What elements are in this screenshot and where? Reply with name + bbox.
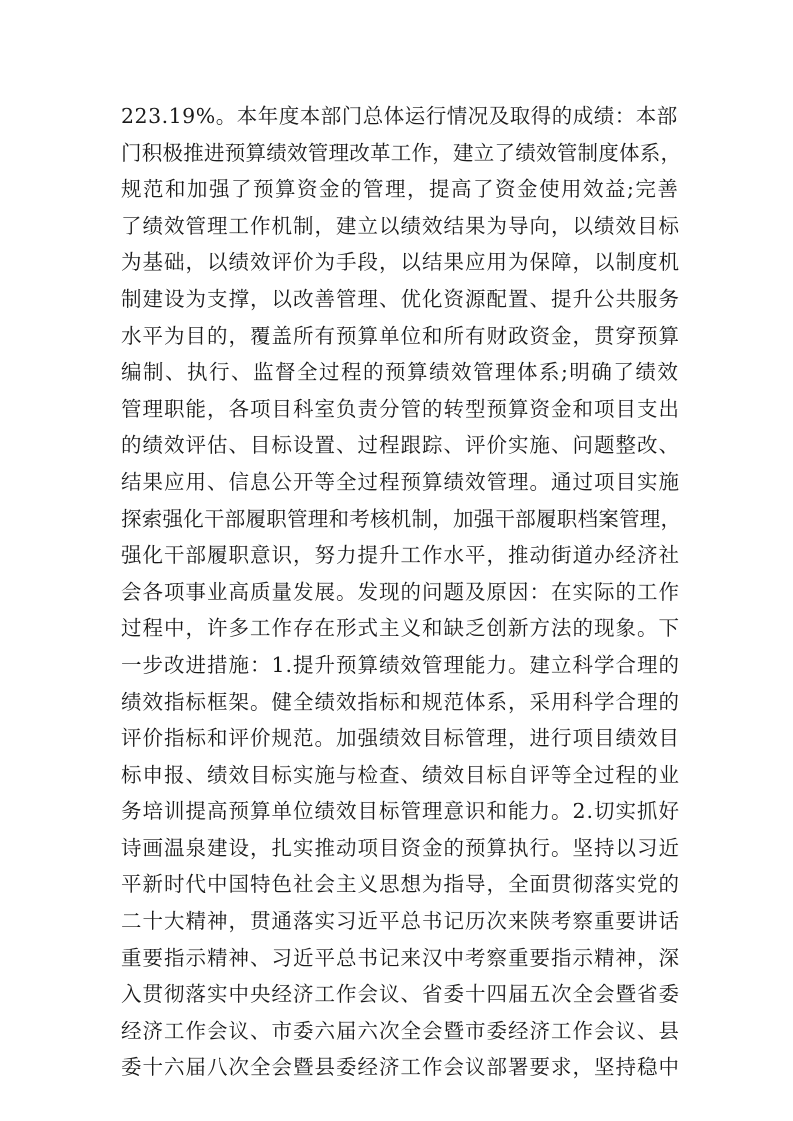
text-line: 平新时代中国特色社会主义思想为指导，全面贯彻落实党的 <box>121 872 680 897</box>
text-line: 重要指示精神、习近平总书记来汉中考察重要指示精神，深 <box>121 945 680 970</box>
text-line: 管理职能，各项目科室负责分管的转型预算资金和项目支出 <box>121 396 680 421</box>
text-line: 探索强化干部履职管理和考核机制，加强干部履职档案管理， <box>121 506 682 531</box>
text-line: 过程中，许多工作存在形式主义和缺乏创新方法的现象。下 <box>121 616 680 641</box>
text-line: 结果应用、信息公开等全过程预算绩效管理。通过项目实施 <box>121 469 680 494</box>
text-line: 规范和加强了预算资金的管理，提高了资金使用效益;完善 <box>121 177 680 202</box>
body-paragraph <box>121 98 681 1086</box>
text-line: 制建设为支撑，以改善管理、优化资源配置、提升公共服务 <box>121 286 680 311</box>
text-line: 绩效指标框架。健全绩效指标和规范体系，采用科学合理的 <box>121 689 680 714</box>
text-line: 评价指标和评价规范。加强绩效目标管理，进行项目绩效目 <box>121 726 680 751</box>
text-line: 强化干部履职意识，努力提升工作水平，推动街道办经济社 <box>121 543 680 568</box>
text-line: 入贯彻落实中央经济工作会议、省委十四届五次全会暨省委 <box>121 982 680 1007</box>
text-line: 的绩效评估、目标设置、过程跟踪、评价实施、问题整改、 <box>121 433 680 458</box>
text-line: 一步改进措施：1.提升预算绩效管理能力。建立科学合理的 <box>121 652 681 677</box>
text-line: 为基础，以绩效评价为手段，以结果应用为保障，以制度机 <box>121 250 680 275</box>
text-line: 委十六届八次全会暨县委经济工作会议部署要求，坚持稳中 <box>121 1055 680 1080</box>
text-line: 经济工作会议、市委六届六次全会暨市委经济工作会议、县 <box>121 1018 680 1043</box>
text-line: 务培训提高预算单位绩效目标管理意识和能力。2.切实抓好 <box>121 799 681 824</box>
text-line: 223.19%。本年度本部门总体运行情况及取得的成绩：本部 <box>121 104 678 128</box>
text-line: 编制、执行、监督全过程的预算绩效管理体系;明确了绩效 <box>121 360 680 385</box>
text-line: 标申报、绩效目标实施与检查、绩效目标自评等全过程的业 <box>121 762 680 787</box>
text-line: 水平为目的，覆盖所有预算单位和所有财政资金，贯穿预算 <box>121 323 680 348</box>
text-line: 会各项事业高质量发展。发现的问题及原因：在实际的工作 <box>121 579 680 604</box>
text-line: 二十大精神，贯通落实习近平总书记历次来陕考察重要讲话 <box>121 909 680 934</box>
text-line: 门积极推进预算绩效管理改革工作，建立了绩效管制度体系， <box>121 140 682 165</box>
text-line: 了绩效管理工作机制，建立以绩效结果为导向，以绩效目标 <box>121 213 680 238</box>
text-line: 诗画温泉建设，扎实推动项目资金的预算执行。坚持以习近 <box>121 835 680 860</box>
